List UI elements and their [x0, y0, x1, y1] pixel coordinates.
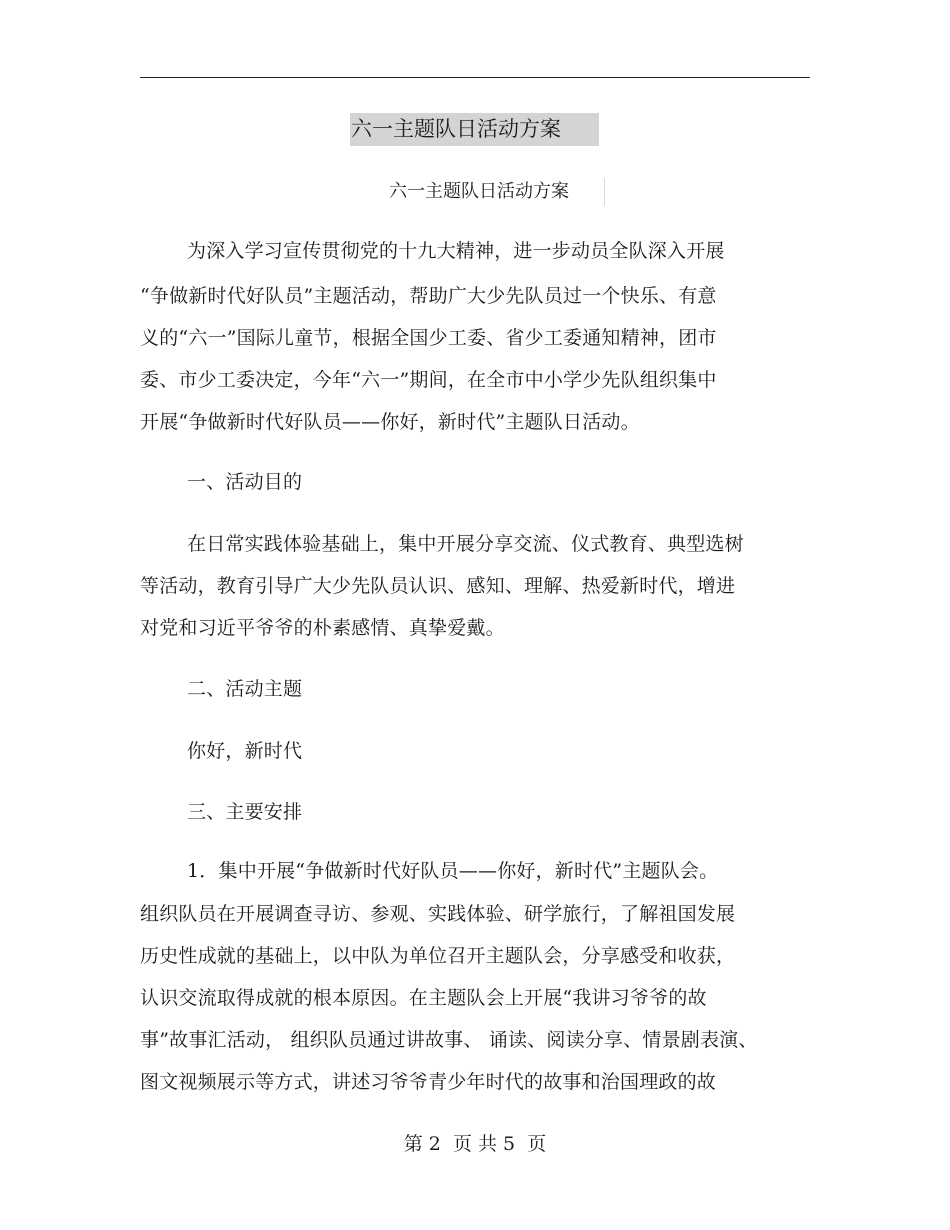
- body-line: 义的“六一”国际儿童节，根据全国少工委、省少工委通知精神，团市: [140, 327, 717, 349]
- body-line: 历史性成就的基础上，以中队为单位召开主题队会，分享感受和收获，: [140, 945, 736, 967]
- body-line: 认识交流取得成就的根本原因。在主题队会上开展“我讲习爷爷的故: [140, 987, 707, 1009]
- page-number-footer: 第 2 页 共 5 页: [403, 1133, 547, 1155]
- body-line: 为深入学习宣传贯彻党的十九大精神，进一步动员全队深入开展: [187, 240, 725, 262]
- body-line: 等活动，教育引导广大少先队员认识、感知、理解、热爱新时代，增进: [140, 575, 736, 597]
- body-line: 你好，新时代: [187, 740, 303, 762]
- section-heading: 二、活动主题: [187, 678, 303, 700]
- body-line: 委、市少工委决定，今年“六一”期间，在全市中小学少先队组织集中: [140, 369, 717, 391]
- section-heading: 三、主要安排: [187, 801, 303, 823]
- body-line: 图文视频展示等方式，讲述习爷爷青少年时代的故事和治国理政的故: [140, 1071, 717, 1093]
- body-line: 在日常实践体验基础上，集中开展分享交流、仪式教育、典型选树: [187, 533, 744, 555]
- body-line: “争做新时代好队员”主题活动，帮助广大少先队员过一个快乐、有意: [140, 285, 717, 307]
- body-line: 事”故事汇活动， 组织队员通过讲故事、 诵读、阅读分享、情景剧表演、: [140, 1029, 758, 1051]
- body-line: 开展“争做新时代好队员——你好，新时代”主题队日活动。: [140, 411, 640, 433]
- header-rule: [140, 77, 810, 78]
- body-line: 组织队员在开展调查寻访、参观、实践体验、研学旅行，了解祖国发展: [140, 903, 736, 925]
- body-line: 1．集中开展“争做新时代好队员——你好，新时代”主题队会。: [187, 860, 719, 882]
- document-subtitle: 六一主题队日活动方案: [389, 178, 605, 206]
- document-title: 六一主题队日活动方案: [350, 113, 599, 146]
- body-line: 对党和习近平爷爷的朴素感情、真挚爱戴。: [140, 617, 505, 639]
- section-heading: 一、活动目的: [187, 471, 303, 493]
